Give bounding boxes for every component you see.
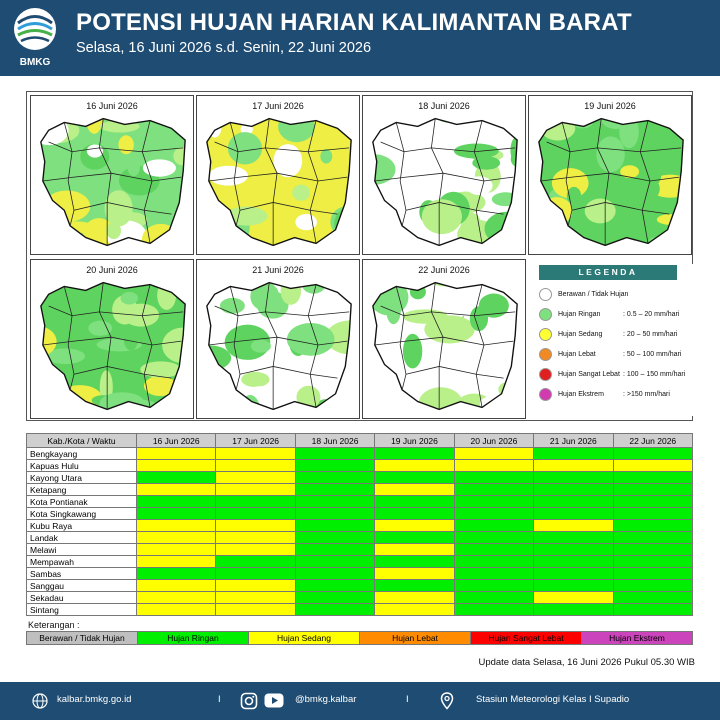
table-date-header: 20 Jun 2026 [454,434,533,448]
forecast-cell [454,556,533,568]
youtube-icon[interactable] [264,693,284,711]
bmkg-logo [12,6,58,68]
forecast-cell [613,556,692,568]
forecast-cell [534,508,613,520]
forecast-cell [137,568,216,580]
footer-separator: I [406,694,409,705]
forecast-cell [216,592,295,604]
table-date-header: 18 Jun 2026 [295,434,374,448]
keterangan-table [26,631,693,645]
region-name: Sanggau [27,580,137,592]
forecast-cell [295,568,374,580]
forecast-cell [295,544,374,556]
forecast-cell [295,556,374,568]
forecast-cell [454,592,533,604]
legend-swatch [539,368,552,381]
keterangan-row [27,632,693,645]
forecast-cell [216,580,295,592]
map-panel [196,95,360,255]
page-subtitle: Selasa, 16 Juni 2026 s.d. Senin, 22 Juni 2026 [76,40,372,56]
table-date-header: 21 Jun 2026 [534,434,613,448]
table-row [27,532,693,544]
forecast-cell [216,532,295,544]
maps-frame [26,91,693,421]
map-date-label: 22 Juni 2026 [418,265,470,275]
map-date-label: 19 Juni 2026 [584,101,636,111]
forecast-cell [137,580,216,592]
forecast-cell [375,508,454,520]
forecast-cell [216,604,295,616]
footer-separator: I [218,694,221,705]
region-name: Sekadau [27,592,137,604]
map-date-label: 17 Juni 2026 [252,101,304,111]
forecast-cell [216,448,295,460]
forecast-cell [137,544,216,556]
forecast-cell [137,532,216,544]
social-handle[interactable]: @bmkg.kalbar [295,694,357,705]
region-name: Ketapang [27,484,137,496]
forecast-cell [613,568,692,580]
forecast-cell [295,520,374,532]
legend-label: Hujan Sangat Lebat [558,371,620,378]
forecast-cell [375,520,454,532]
table-header-label: Kab./Kota / Waktu [27,434,137,448]
forecast-cell [534,568,613,580]
forecast-cell [454,544,533,556]
table-date-header: 19 Jun 2026 [375,434,454,448]
keterangan-item: Hujan Lebat [360,632,471,645]
forecast-cell [534,556,613,568]
forecast-cell [613,448,692,460]
forecast-cell [216,544,295,556]
forecast-cell [454,508,533,520]
map-date-label: 16 Juni 2026 [86,101,138,111]
table-header-row [27,434,693,448]
forecast-cell [534,472,613,484]
keterangan-item: Hujan Ringan [138,632,249,645]
forecast-cell [137,520,216,532]
table-row [27,448,693,460]
forecast-cell [613,472,692,484]
forecast-cell [613,544,692,556]
rainfall-map [367,111,523,251]
forecast-cell [375,484,454,496]
forecast-cell [137,448,216,460]
map-panel [196,259,360,419]
table-row [27,544,693,556]
forecast-cell [375,592,454,604]
logo-text: BMKG [19,57,51,68]
forecast-cell [295,508,374,520]
forecast-cell [137,508,216,520]
forecast-cell [295,472,374,484]
forecast-cell [216,520,295,532]
forecast-cell [375,496,454,508]
legend-range: : 100 – 150 mm/hari [623,371,686,378]
forecast-cell [534,592,613,604]
map-date-label: 20 Juni 2026 [86,265,138,275]
forecast-cell [534,532,613,544]
keterangan-item: Hujan Ekstrem [582,632,693,645]
table-row [27,520,693,532]
website-link[interactable]: kalbar.bmkg.go.id [57,694,132,705]
table-row [27,592,693,604]
forecast-cell [137,604,216,616]
table-date-header: 16 Jun 2026 [137,434,216,448]
forecast-cell [454,580,533,592]
location-pin-icon [440,692,454,713]
region-name: Kapuas Hulu [27,460,137,472]
table-row [27,472,693,484]
legend-swatch [539,308,552,321]
table-row [27,460,693,472]
forecast-cell [454,496,533,508]
rainfall-map [201,111,357,251]
legend-range: : 50 – 100 mm/hari [623,351,682,358]
forecast-cell [216,556,295,568]
forecast-table [26,433,693,616]
legend-swatch [539,348,552,361]
station-name: Stasiun Meteorologi Kelas I Supadio [476,694,630,705]
globe-icon [32,693,48,712]
legend-swatch [539,288,552,301]
forecast-cell [216,460,295,472]
table-row [27,580,693,592]
region-name: Melawi [27,544,137,556]
forecast-cell [534,520,613,532]
legend-box [537,264,693,416]
map-panel [362,95,526,255]
forecast-cell [534,580,613,592]
forecast-cell [295,448,374,460]
forecast-cell [375,448,454,460]
forecast-cell [216,472,295,484]
table-row [27,568,693,580]
forecast-cell [613,592,692,604]
map-panel [30,259,194,419]
forecast-cell [137,556,216,568]
forecast-cell [454,460,533,472]
forecast-cell [534,448,613,460]
keterangan-label: Keterangan : [28,620,80,630]
keterangan-item: Berawan / Tidak Hujan [27,632,138,645]
table-row [27,496,693,508]
forecast-cell [375,472,454,484]
keterangan-item: Hujan Sangat Lebat [471,632,582,645]
forecast-cell [613,532,692,544]
forecast-cell [375,532,454,544]
forecast-cell [375,604,454,616]
forecast-cell [454,448,533,460]
map-date-label: 18 Juni 2026 [418,101,470,111]
page-title: POTENSI HUJAN HARIAN KALIMANTAN BARAT [76,9,632,36]
forecast-cell [613,520,692,532]
legend-range: : 0.5 – 20 mm/hari [623,311,680,318]
map-date-label: 21 Juni 2026 [252,265,304,275]
legend-title: LEGENDA [539,265,677,280]
forecast-cell [137,592,216,604]
forecast-cell [216,496,295,508]
forecast-cell [216,484,295,496]
forecast-cell [454,532,533,544]
forecast-cell [534,484,613,496]
forecast-cell [295,496,374,508]
table-row [27,556,693,568]
table-row [27,484,693,496]
forecast-cell [216,568,295,580]
legend-range: : >150 mm/hari [623,391,670,398]
forecast-cell [375,580,454,592]
rainfall-map [367,275,523,415]
forecast-cell [295,604,374,616]
legend-label: Hujan Sedang [558,331,603,338]
forecast-cell [295,592,374,604]
forecast-cell [454,472,533,484]
region-name: Kota Singkawang [27,508,137,520]
region-name: Kota Pontianak [27,496,137,508]
update-text: Update data Selasa, 16 Juni 2026 Pukul 05.30 WIB [478,657,695,668]
region-name: Mempawah [27,556,137,568]
forecast-cell [613,496,692,508]
region-name: Bengkayang [27,448,137,460]
footer [0,682,720,720]
forecast-cell [454,484,533,496]
legend-swatch [539,388,552,401]
forecast-cell [613,460,692,472]
legend-label: Hujan Ekstrem [558,391,604,398]
region-name: Kayong Utara [27,472,137,484]
legend-label: Berawan / Tidak Hujan [558,291,629,298]
forecast-cell [613,580,692,592]
forecast-cell [295,484,374,496]
forecast-cell [137,460,216,472]
region-name: Sambas [27,568,137,580]
forecast-cell [295,580,374,592]
forecast-cell [534,460,613,472]
forecast-cell [454,604,533,616]
forecast-cell [534,544,613,556]
forecast-cell [295,460,374,472]
forecast-cell [375,544,454,556]
forecast-cell [375,556,454,568]
table-date-header: 17 Jun 2026 [216,434,295,448]
map-panel [528,95,692,255]
legend-swatch [539,328,552,341]
map-panel [362,259,526,419]
rainfall-map [35,275,191,415]
instagram-icon[interactable] [240,692,258,713]
forecast-cell [137,484,216,496]
legend-range: : 20 – 50 mm/hari [623,331,678,338]
legend-label: Hujan Lebat [558,351,596,358]
legend-label: Hujan Ringan [558,311,601,318]
forecast-cell [613,508,692,520]
forecast-cell [216,508,295,520]
forecast-cell [137,472,216,484]
forecast-cell [454,568,533,580]
rainfall-map [201,275,357,415]
rainfall-map [533,111,689,251]
forecast-cell [613,604,692,616]
table-body [27,448,693,616]
forecast-cell [137,496,216,508]
forecast-cell [454,520,533,532]
table-row [27,508,693,520]
region-name: Kubu Raya [27,520,137,532]
forecast-cell [534,496,613,508]
region-name: Landak [27,532,137,544]
table-date-header: 22 Jun 2026 [613,434,692,448]
map-panel [30,95,194,255]
forecast-cell [613,484,692,496]
forecast-cell [295,532,374,544]
forecast-cell [534,604,613,616]
keterangan-item: Hujan Sedang [249,632,360,645]
rainfall-map [35,111,191,251]
header-banner [0,0,720,76]
forecast-cell [375,460,454,472]
region-name: Sintang [27,604,137,616]
forecast-cell [375,568,454,580]
table-row [27,604,693,616]
